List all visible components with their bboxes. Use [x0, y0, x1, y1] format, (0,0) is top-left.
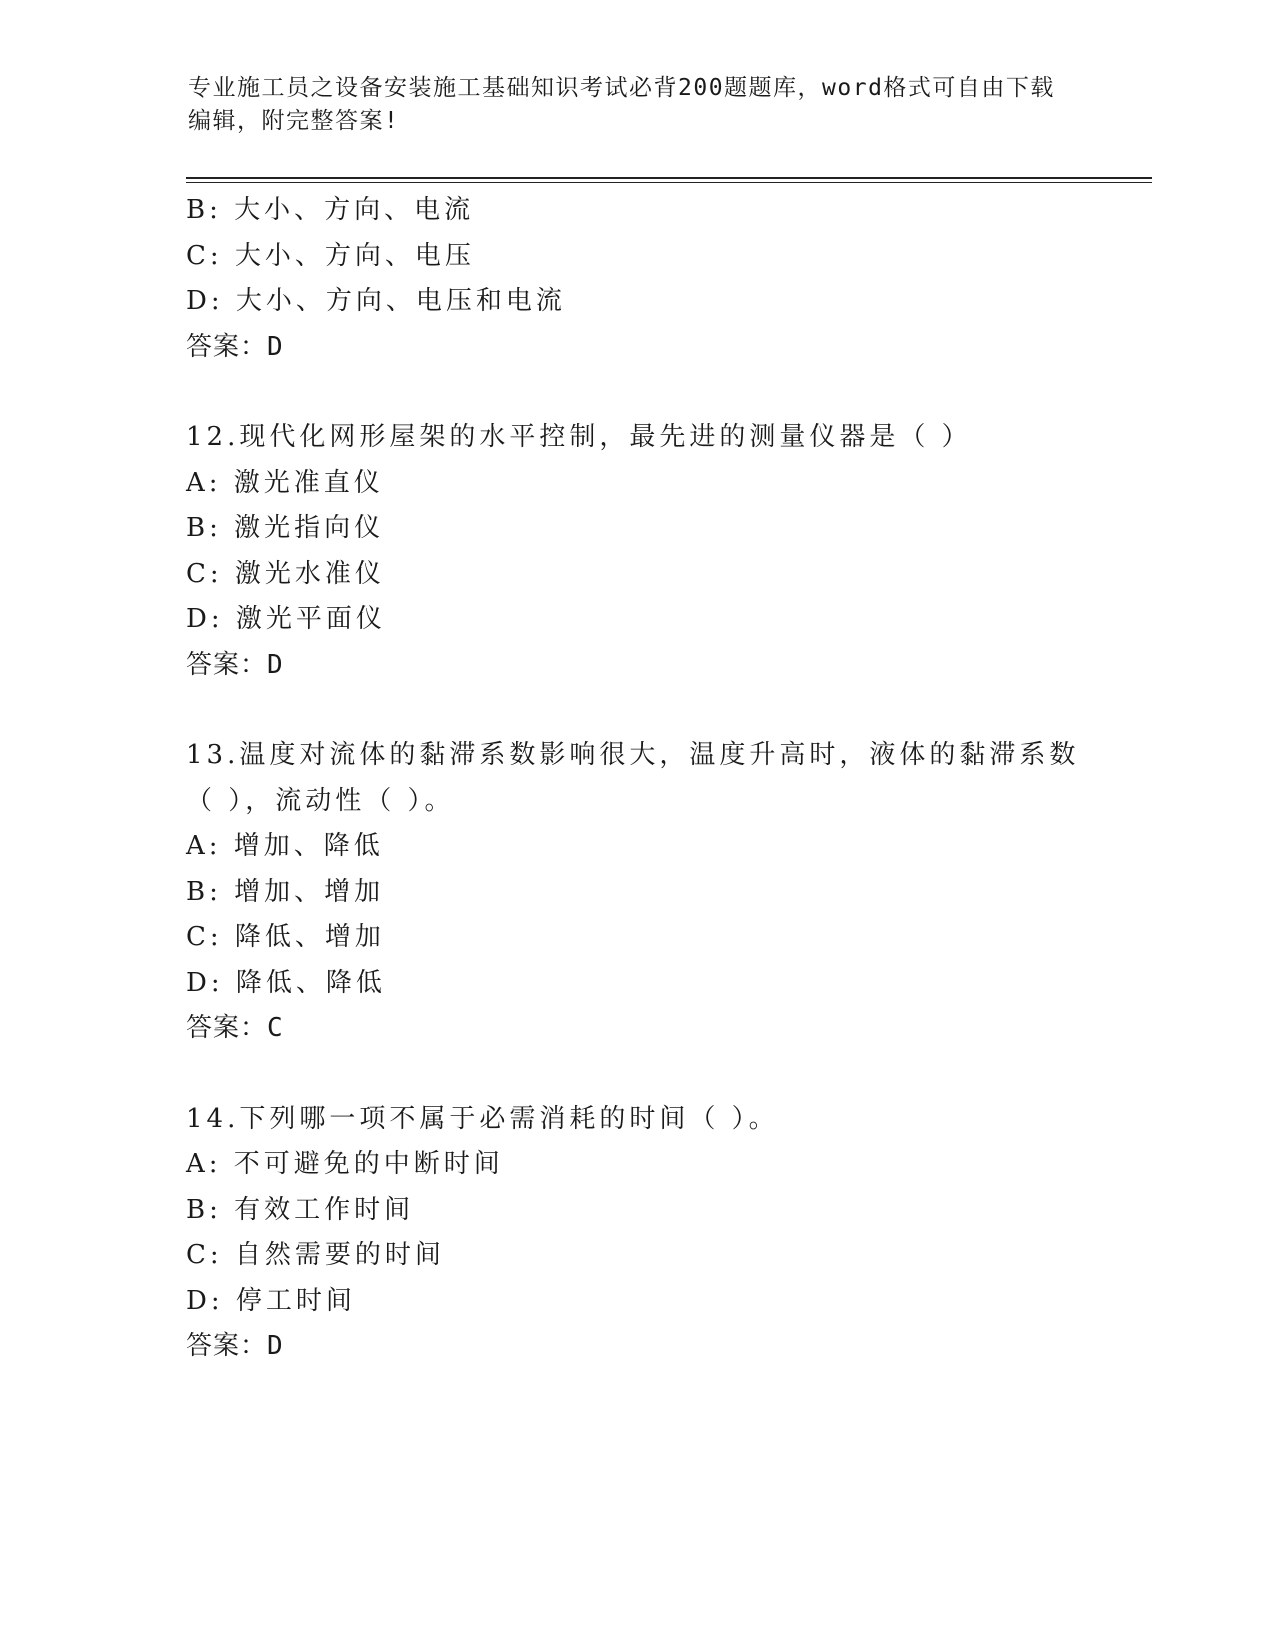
option-d: D: 大小、方向、电压和电流	[186, 286, 566, 316]
answer-line	[186, 643, 1146, 689]
option-a: A: 不可避免的中断时间	[186, 1149, 504, 1179]
answer-value: D	[267, 649, 284, 680]
option-b: B: 激光指向仪	[186, 513, 385, 543]
header-divider-thick	[186, 177, 1152, 179]
question-text: 12.现代化网形屋架的水平控制，最先进的测量仪器是（ ）	[186, 422, 972, 452]
answer-value: D	[267, 1331, 284, 1361]
answer-line	[186, 1006, 1146, 1052]
answer-line	[186, 1324, 1146, 1370]
option-d: D: 降低、降低	[186, 967, 386, 998]
question-text: 13.温度对流体的黏滞系数影响很大，温度升高时，液体的黏滞系数（ ），流动性（ ）。	[186, 740, 1080, 816]
question-block-14	[186, 1097, 1146, 1370]
question-block-partial	[186, 188, 1146, 370]
option-b: B: 有效工作时间	[186, 1194, 415, 1225]
answer-label: 答案：	[186, 1331, 268, 1361]
option-b: B: 大小、方向、电流	[186, 195, 475, 225]
answer-value: D	[267, 331, 284, 362]
option-b: B: 增加、增加	[186, 876, 385, 907]
option-d: D: 激光平面仪	[186, 604, 386, 634]
option-c: C: 大小、方向、电压	[186, 240, 475, 271]
option-a: A: 激光准直仪	[186, 467, 384, 498]
header-divider-thin	[186, 182, 1152, 183]
answer-line	[186, 325, 1146, 371]
question-block-13	[186, 733, 1146, 1052]
answer-label: 答案：	[186, 649, 268, 680]
answer-value: C	[267, 1013, 284, 1043]
answer-label: 答案：	[186, 331, 268, 362]
question-block-12	[186, 415, 1146, 688]
option-a: A: 增加、降低	[186, 831, 384, 861]
option-c: C: 自然需要的时间	[186, 1240, 445, 1270]
question-text: 14.下列哪一项不属于必需消耗的时间（ ）。	[186, 1103, 779, 1134]
option-c: C: 降低、增加	[186, 922, 385, 952]
question-list	[186, 188, 1146, 1370]
answer-label: 答案：	[186, 1013, 268, 1043]
document-title: 专业施工员之设备安装施工基础知识考试必背200题题库，word格式可自由下载编辑，附完整答案!	[188, 75, 1055, 134]
option-d: D: 停工时间	[186, 1285, 356, 1316]
option-c: C: 激光水准仪	[186, 558, 385, 589]
